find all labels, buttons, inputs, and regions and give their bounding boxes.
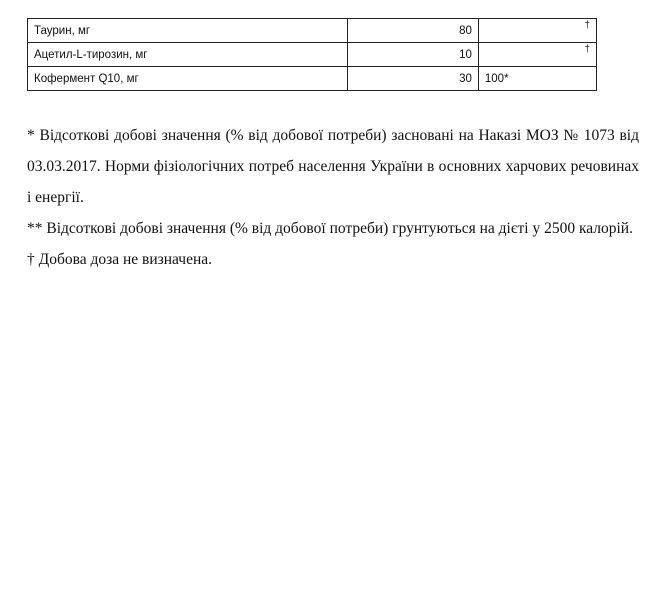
footnote-daily-values-diet: ** Відсоткові добові значення (% від добової потреби) грунтуються на дієті у 2500 калорій. <box>27 220 633 237</box>
percent-value: 100* <box>484 72 509 85</box>
footnote-dose-not-defined: † Добова доза не визначена. <box>27 251 213 268</box>
nutrient-name-cell: Таурин, мг <box>28 19 348 43</box>
amount-cell: 30 <box>348 67 479 91</box>
table-row <box>28 43 597 67</box>
table-row <box>28 67 597 91</box>
nutrient-name-cell: Кофермент Q10, мг <box>28 67 348 91</box>
footnotes <box>27 120 639 275</box>
percent-cell <box>478 43 596 67</box>
dagger-mark: † <box>584 20 590 31</box>
amount-cell: 10 <box>348 43 479 67</box>
amount-cell: 80 <box>348 19 479 43</box>
nutrient-name-cell: Ацетил-L-тирозин, мг <box>28 43 348 67</box>
percent-cell <box>478 19 596 43</box>
table-row <box>28 19 597 43</box>
percent-cell <box>478 67 596 91</box>
footnote-daily-values-moz: * Відсоткові добові значення (% від добової потреби) засновані на Наказі МОЗ № 1073 від 03.03.2017. Норми фізіологічних потреб населення України в основних харчових речовинах і енергії. <box>27 127 639 206</box>
nutrition-table <box>27 18 597 91</box>
dagger-mark: † <box>584 44 590 55</box>
